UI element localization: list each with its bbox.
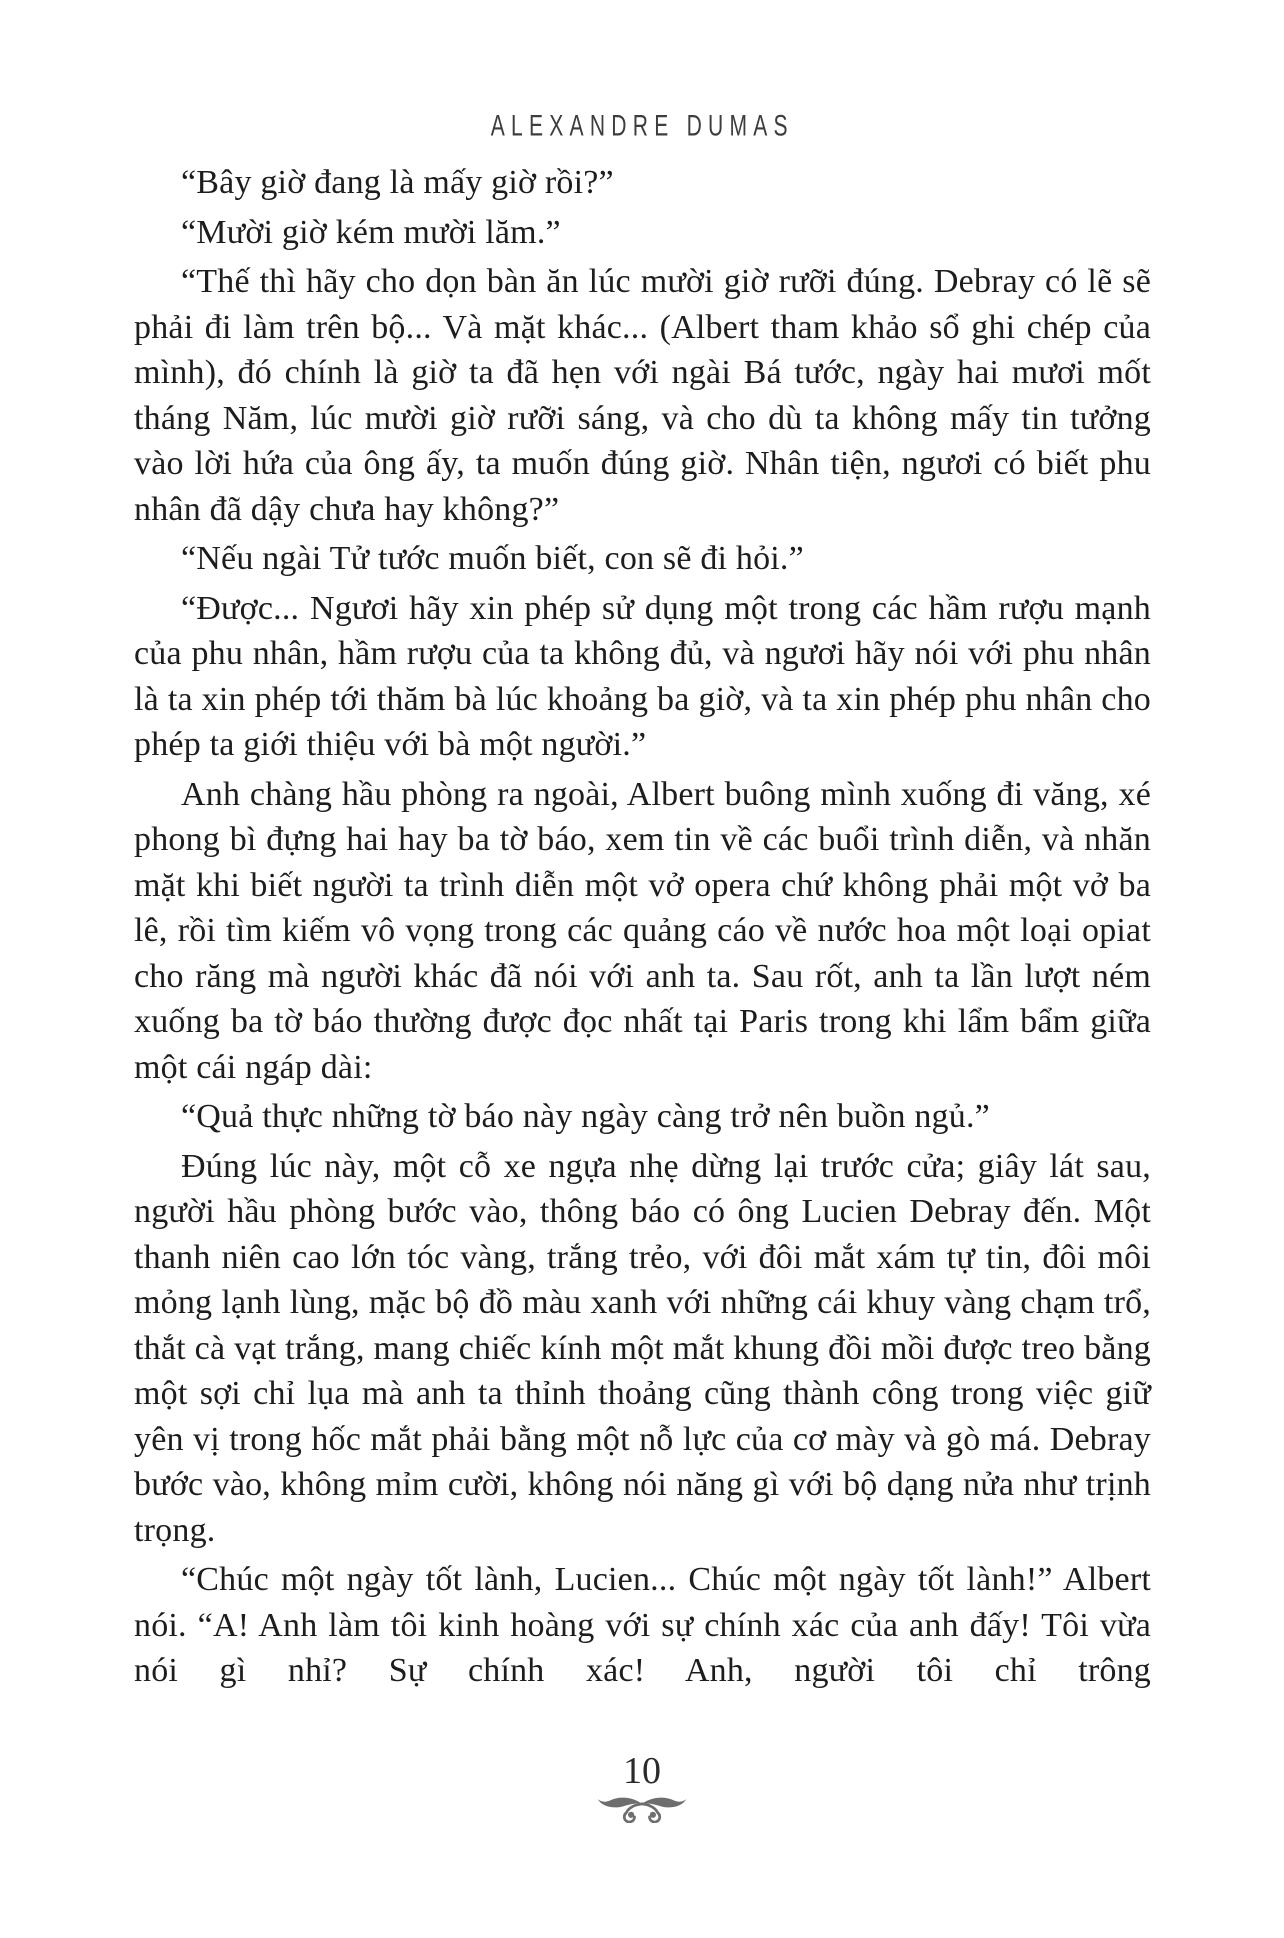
page-number: 10 <box>623 1750 661 1792</box>
body-text <box>134 160 1151 1694</box>
author-name: ALEXANDRE DUMAS <box>490 109 794 143</box>
paragraph: Anh chàng hầu phòng ra ngoài, Albert buông mình xuống đi văng, xé phong bì đựng hai hay ba tờ báo, xem tin về các buổi trình diễn, và nhăn mặt khi biết người ta trình diễn một vở opera chứ không phải một vở ba lê, rồi tìm kiếm vô vọng trong các quảng cáo về nước hoa một loại opiat cho răng mà người khác đã nói với anh ta. Sau rốt, anh ta lần lượt ném xuống ba tờ báo thường được đọc nhất tại Paris trong khi lẩm bẩm giữa một cái ngáp dài: <box>134 775 1151 1086</box>
paragraph: “Thế thì hãy cho dọn bàn ăn lúc mười giờ rưỡi đúng. Debray có lẽ sẽ phải đi làm trên bộ... Và mặt khác... (Albert tham khảo sổ ghi chép của mình), đó chính là giờ ta đã hẹn với ngài Bá tước, ngày hai mươi mốt tháng Năm, lúc mười giờ rưỡi sáng, và cho dù ta không mấy tin tưởng vào lời hứa của ông ấy, ta muốn đúng giờ. Nhân tiện, ngươi có biết phu nhân đã dậy chưa hay không?” <box>134 263 1151 528</box>
page-footer <box>0 1752 1284 1823</box>
paragraph: “Quả thực những tờ báo này ngày càng trở nên buồn ngủ.” <box>181 1098 990 1135</box>
paragraph: “Mười giờ kém mười lăm.” <box>181 213 561 251</box>
running-header <box>0 111 1284 142</box>
paragraph: “Nếu ngài Tử tước muốn biết, con sẽ đi hỏi.” <box>181 540 804 577</box>
paragraph: “Được... Ngươi hãy xin phép sử dụng một trong các hầm rượu mạnh của phu nhân, hầm rượu của ta không đủ, và ngươi hãy nói với phu nhân là ta xin phép tới thăm bà lúc khoảng ba giờ, và ta xin phép phu nhân cho phép ta giới thiệu với bà một người.” <box>134 589 1151 763</box>
paragraph: “Chúc một ngày tốt lành, Lucien... Chúc một ngày tốt lành!” Albert nói. “A! Anh làm tôi kinh hoàng với sự chính xác của anh đấy! Tôi vừa nói gì nhỉ? Sự chính xác! Anh, người tôi chỉ trông <box>134 1561 1151 1689</box>
paragraph: “Bây giờ đang là mấy giờ rồi?” <box>181 164 614 201</box>
paragraph: Đúng lúc này, một cỗ xe ngựa nhẹ dừng lại trước cửa; giây lát sau, người hầu phòng bước vào, thông báo có ông Lucien Debray đến. Một thanh niên cao lớn tóc vàng, trắng trẻo, với đôi mắt xám tự tin, đôi môi mỏng lạnh lùng, mặc bộ đồ màu xanh với những cái khuy vàng chạm trổ, thắt cà vạt trắng, mang chiếc kính một mắt khung đồi mồi được treo bằng một sợi chỉ lụa mà anh ta thỉnh thoảng cũng thành công trong việc giữ yên vị trong hốc mắt phải bằng một nỗ lực của cơ mày và gò má. Debray bước vào, không mỉm cười, không nói năng gì với bộ dạng nửa như trịnh trọng. <box>134 1147 1151 1549</box>
fleuron-icon <box>594 1793 690 1823</box>
